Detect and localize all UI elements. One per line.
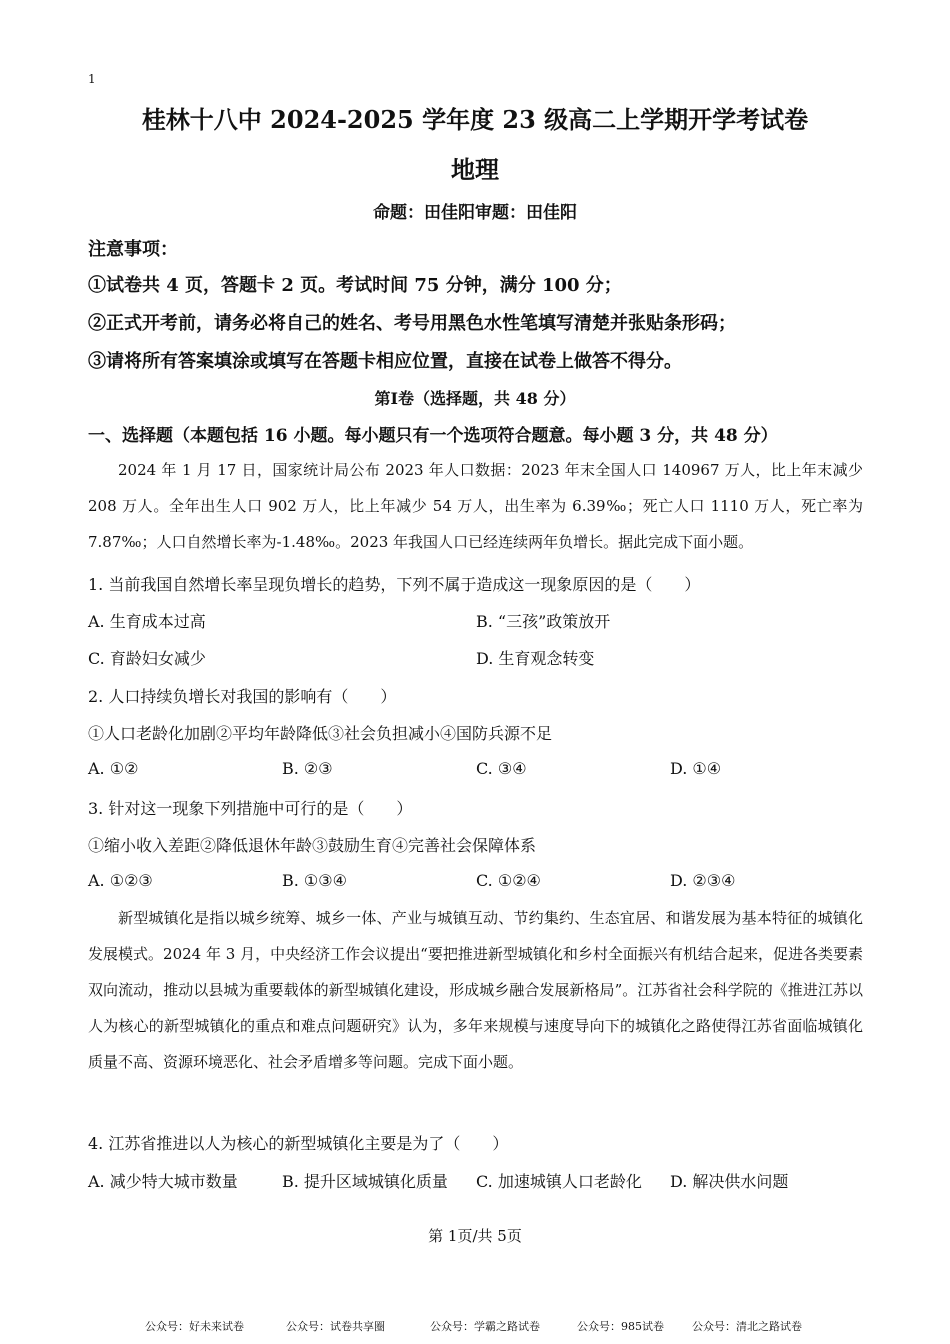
q3-option-a: A. ①②③ — [88, 871, 153, 890]
notice-item: ①试卷共 4 页，答题卡 2 页。考试时间 75 分钟，满分 100 分； — [88, 275, 622, 296]
q3-option-d: D. ②③④ — [670, 871, 736, 890]
question-3-items: ①缩小收入差距②降低退休年龄③鼓励生育④完善社会保障体系 — [88, 836, 537, 855]
notice-heading: 注意事项： — [88, 239, 178, 260]
question-3-stem: 3. 针对这一现象下列措施中可行的是（ ） — [88, 799, 413, 818]
q1-option-d: D. 生育观念转变 — [476, 649, 595, 668]
q4-option-a: A. 减少特大城市数量 — [88, 1172, 238, 1191]
q1-option-c: C. 育龄妇女减少 — [88, 649, 206, 668]
page-number: 1 — [88, 72, 96, 86]
q1-option-b: B. “三孩”政策放开 — [476, 612, 611, 631]
footer-link[interactable]: 公众号：好未来试卷 — [145, 1320, 244, 1333]
question-1-stem: 1. 当前我国自然增长率呈现负增长的趋势，下列不属于造成这一现象原因的是（ ） — [88, 575, 701, 594]
notice-item: ③请将所有答案填涂或填写在答题卡相应位置，直接在试卷上做答不得分。 — [88, 351, 682, 372]
notice-item: ②正式开考前，请务必将自己的姓名、考号用黑色水性笔填写清楚并张贴条形码； — [88, 313, 736, 334]
footer-page-count: 第 1页/共 5页 — [428, 1227, 522, 1245]
q4-option-d: D. 解决供水问题 — [670, 1172, 789, 1191]
footer-link[interactable]: 公众号：985试卷 — [577, 1320, 664, 1333]
q2-option-a: A. ①② — [88, 759, 139, 778]
q4-option-c: C. 加速城镇人口老龄化 — [476, 1172, 642, 1191]
footer-link[interactable]: 公众号：学霸之路试卷 — [430, 1320, 540, 1333]
question-2-stem: 2. 人口持续负增长对我国的影响有（ ） — [88, 687, 397, 706]
q4-option-b: B. 提升区域城镇化质量 — [282, 1172, 448, 1191]
author-line: 命题：田佳阳审题：田佳阳 — [373, 203, 577, 223]
question-4-stem: 4. 江苏省推进以人为核心的新型城镇化主要是为了（ ） — [88, 1134, 509, 1153]
q2-option-b: B. ②③ — [282, 759, 333, 778]
question-2-items: ①人口老龄化加剧②平均年龄降低③社会负担减小④国防兵源不足 — [88, 724, 553, 743]
footer-link[interactable]: 公众号：清北之路试卷 — [692, 1320, 802, 1333]
section-title: 一、选择题（本题包括 16 小题。每小题只有一个选项符合题意。每小题 3 分，共 48 分） — [88, 426, 778, 446]
q3-option-b: B. ①③④ — [282, 871, 347, 890]
q2-option-c: C. ③④ — [476, 759, 527, 778]
q3-option-c: C. ①②④ — [476, 871, 541, 890]
passage-2: 新型城镇化是指以城乡统筹、城乡一体、产业与城镇互动、节约集约、生态宜居、和谐发展为基本特征的城镇化发展模式。2024 年 3 月，中央经济工作会议提出“要把推进新型城镇化和乡村全面振兴有机结合起来，促进各类要素双向流动，推动以县城为重要载体的新型城镇化建设，形成城乡融合发展新格局”。江苏省社会科学院的《推进江苏以人为核心的新型城镇化的重点和难点问题研究》认为，多年来规模与速度导向下的城镇化之路使得江苏省面临城镇化质量不高、资源环境恶化、社会矛盾增多等问题。完成下面小题。 — [88, 909, 863, 1071]
q2-option-d: D. ①④ — [670, 759, 722, 778]
volume-title: 第Ⅰ卷（选择题，共 48 分） — [374, 389, 576, 408]
passage-1: 2024 年 1 月 17 日，国家统计局公布 2023 年人口数据：2023 年末全国人口 140967 万人，比上年末减少 208 万人。全年出生人口 902 万人，比上年减少 54 万人，出生率为 6.39‰；死亡人口 1110 万人，死亡率为 7.87‰；人口自然增长率为-1.48‰。2023 年我国人口已经连续两年负增长。据此完成下面小题。 — [88, 461, 863, 551]
exam-title: 桂林十八中 2024-2025 学年度 23 级高二上学期开学考试卷 — [141, 105, 809, 134]
footer-link[interactable]: 公众号：试卷共享圈 — [286, 1320, 385, 1333]
subject-title: 地理 — [451, 155, 499, 184]
q1-option-a: A. 生育成本过高 — [88, 612, 206, 631]
